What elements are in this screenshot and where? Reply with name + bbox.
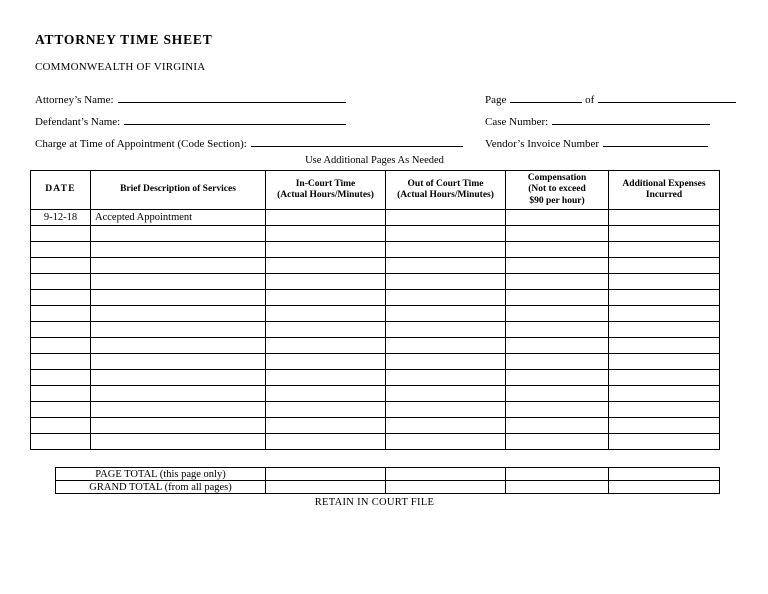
out-of-court-time-cell bbox=[386, 306, 506, 322]
in-court-time-cell bbox=[266, 274, 386, 290]
additional-expenses-cell bbox=[609, 434, 720, 450]
charge-blank bbox=[251, 134, 463, 147]
table-row bbox=[31, 274, 720, 290]
description-cell bbox=[91, 386, 266, 402]
description-cell: Accepted Appointment bbox=[91, 210, 266, 226]
date-cell bbox=[31, 338, 91, 354]
additional-expenses-cell bbox=[609, 258, 720, 274]
form-row-attorney bbox=[35, 90, 733, 108]
col-header-additional-expenses bbox=[609, 171, 720, 210]
retain-in-court-file-note: RETAIN IN COURT FILE bbox=[314, 497, 435, 508]
table-row bbox=[31, 306, 720, 322]
table-row bbox=[31, 226, 720, 242]
grand-total-expenses-cell bbox=[609, 481, 720, 494]
totals-table bbox=[55, 467, 720, 494]
out-of-court-time-cell bbox=[386, 258, 506, 274]
compensation-cell bbox=[506, 306, 609, 322]
header-line: Out of Court Time bbox=[407, 178, 484, 189]
additional-expenses-cell bbox=[609, 306, 720, 322]
grand-total-row bbox=[56, 481, 720, 494]
compensation-cell bbox=[506, 338, 609, 354]
in-court-time-cell bbox=[266, 338, 386, 354]
date-cell: 9-12-18 bbox=[31, 210, 91, 226]
header-line: Incurred bbox=[645, 190, 683, 201]
out-of-court-time-cell bbox=[386, 418, 506, 434]
out-of-court-time-cell bbox=[386, 226, 506, 242]
additional-expenses-cell bbox=[609, 274, 720, 290]
out-of-court-time-cell bbox=[386, 338, 506, 354]
table-row bbox=[31, 210, 720, 226]
description-cell bbox=[91, 258, 266, 274]
compensation-cell bbox=[506, 210, 609, 226]
description-cell bbox=[91, 354, 266, 370]
description-cell bbox=[91, 402, 266, 418]
attorney-name-blank bbox=[118, 90, 346, 103]
form-row-vendor-invoice bbox=[485, 134, 708, 150]
in-court-time-cell bbox=[266, 210, 386, 226]
date-cell bbox=[31, 354, 91, 370]
compensation-cell bbox=[506, 226, 609, 242]
table-row bbox=[31, 290, 720, 306]
compensation-cell bbox=[506, 290, 609, 306]
col-header-date bbox=[31, 171, 91, 210]
page-title: ATTORNEY TIME SHEET bbox=[35, 32, 213, 47]
grand-total-out-court-cell bbox=[386, 481, 506, 494]
description-cell bbox=[91, 322, 266, 338]
out-of-court-time-cell bbox=[386, 402, 506, 418]
date-cell bbox=[31, 258, 91, 274]
description-cell bbox=[91, 290, 266, 306]
description-cell bbox=[91, 338, 266, 354]
page-total-row bbox=[56, 468, 720, 481]
date-cell bbox=[31, 322, 91, 338]
compensation-cell bbox=[506, 370, 609, 386]
in-court-time-cell bbox=[266, 354, 386, 370]
form-row-defendant bbox=[35, 112, 733, 130]
table-row bbox=[31, 258, 720, 274]
table-row bbox=[31, 402, 720, 418]
description-cell bbox=[91, 370, 266, 386]
table-row bbox=[31, 322, 720, 338]
time-sheet-table bbox=[30, 170, 720, 450]
additional-expenses-cell bbox=[609, 226, 720, 242]
page-number-blank bbox=[510, 90, 582, 103]
header-line: (Actual Hours/Minutes) bbox=[397, 190, 494, 201]
description-cell bbox=[91, 226, 266, 242]
additional-expenses-cell bbox=[609, 338, 720, 354]
compensation-cell bbox=[506, 402, 609, 418]
in-court-time-cell bbox=[266, 386, 386, 402]
in-court-time-cell bbox=[266, 322, 386, 338]
grand-total-label: GRAND TOTAL (from all pages) bbox=[56, 481, 266, 494]
vendor-invoice-label: Vendor’s Invoice Number bbox=[485, 138, 600, 150]
additional-expenses-cell bbox=[609, 370, 720, 386]
compensation-cell bbox=[506, 322, 609, 338]
table-row bbox=[31, 370, 720, 386]
out-of-court-time-cell bbox=[386, 370, 506, 386]
additional-expenses-cell bbox=[609, 418, 720, 434]
description-cell bbox=[91, 274, 266, 290]
page-total-compensation-cell bbox=[506, 468, 609, 481]
additional-expenses-cell bbox=[609, 242, 720, 258]
in-court-time-cell bbox=[266, 258, 386, 274]
header-line: $90 per hour) bbox=[529, 195, 585, 206]
in-court-time-cell bbox=[266, 290, 386, 306]
form-row-page bbox=[485, 90, 736, 106]
compensation-cell bbox=[506, 274, 609, 290]
form-row-case-number bbox=[485, 112, 710, 128]
header-line: Compensation bbox=[527, 173, 587, 183]
table-row bbox=[31, 242, 720, 258]
additional-expenses-cell bbox=[609, 322, 720, 338]
header-line: (Actual Hours/Minutes) bbox=[277, 190, 374, 201]
col-header-in-court-time bbox=[266, 171, 386, 210]
vendor-invoice-blank bbox=[603, 134, 708, 147]
col-header-compensation bbox=[506, 171, 609, 210]
in-court-time-cell bbox=[266, 434, 386, 450]
additional-expenses-cell bbox=[609, 210, 720, 226]
date-cell bbox=[31, 306, 91, 322]
out-of-court-time-cell bbox=[386, 434, 506, 450]
description-cell bbox=[91, 418, 266, 434]
compensation-cell bbox=[506, 386, 609, 402]
header-line: (Not to exceed bbox=[528, 184, 586, 195]
col-header-out-of-court-time bbox=[386, 171, 506, 210]
page-total-label: PAGE TOTAL (this page only) bbox=[56, 468, 266, 481]
grand-total-compensation-cell bbox=[506, 481, 609, 494]
date-cell bbox=[31, 434, 91, 450]
page-label: Page bbox=[485, 94, 507, 106]
out-of-court-time-cell bbox=[386, 274, 506, 290]
out-of-court-time-cell bbox=[386, 386, 506, 402]
date-cell bbox=[31, 386, 91, 402]
out-of-court-time-cell bbox=[386, 290, 506, 306]
page-total-blank bbox=[598, 90, 736, 103]
date-cell bbox=[31, 290, 91, 306]
page-total-out-court-cell bbox=[386, 468, 506, 481]
date-cell bbox=[31, 370, 91, 386]
additional-pages-note: Use Additional Pages As Needed bbox=[305, 155, 444, 166]
page-total-in-court-cell bbox=[266, 468, 386, 481]
additional-expenses-cell bbox=[609, 290, 720, 306]
table-row bbox=[31, 338, 720, 354]
grand-total-in-court-cell bbox=[266, 481, 386, 494]
out-of-court-time-cell bbox=[386, 242, 506, 258]
table-row bbox=[31, 386, 720, 402]
attorney-name-label: Attorney’s Name: bbox=[35, 94, 114, 106]
compensation-cell bbox=[506, 258, 609, 274]
header-line: Brief Description of Services bbox=[120, 184, 236, 195]
description-cell bbox=[91, 434, 266, 450]
in-court-time-cell bbox=[266, 242, 386, 258]
compensation-cell bbox=[506, 418, 609, 434]
in-court-time-cell bbox=[266, 306, 386, 322]
table-row bbox=[31, 418, 720, 434]
in-court-time-cell bbox=[266, 402, 386, 418]
out-of-court-time-cell bbox=[386, 322, 506, 338]
defendant-name-blank bbox=[124, 112, 346, 125]
in-court-time-cell bbox=[266, 226, 386, 242]
header-line: Additional Expenses bbox=[622, 178, 706, 189]
org-subtitle: COMMONWEALTH OF VIRGINIA bbox=[35, 61, 206, 73]
in-court-time-cell bbox=[266, 370, 386, 386]
col-header-description bbox=[91, 171, 266, 210]
compensation-cell bbox=[506, 434, 609, 450]
header-line: In-Court Time bbox=[295, 178, 356, 189]
compensation-cell bbox=[506, 242, 609, 258]
date-cell bbox=[31, 418, 91, 434]
out-of-court-time-cell bbox=[386, 354, 506, 370]
date-cell bbox=[31, 274, 91, 290]
date-cell bbox=[31, 226, 91, 242]
charge-label: Charge at Time of Appointment (Code Section): bbox=[35, 138, 247, 150]
out-of-court-time-cell bbox=[386, 210, 506, 226]
description-cell bbox=[91, 242, 266, 258]
header-line: DATE bbox=[45, 184, 76, 195]
additional-expenses-cell bbox=[609, 386, 720, 402]
table-row bbox=[31, 434, 720, 450]
of-label: of bbox=[585, 94, 595, 106]
additional-expenses-cell bbox=[609, 402, 720, 418]
date-cell bbox=[31, 242, 91, 258]
date-cell bbox=[31, 402, 91, 418]
description-cell bbox=[91, 306, 266, 322]
time-rows bbox=[31, 210, 720, 450]
additional-expenses-cell bbox=[609, 354, 720, 370]
defendant-name-label: Defendant’s Name: bbox=[35, 116, 121, 128]
form-row-charge bbox=[35, 134, 733, 152]
case-number-blank bbox=[552, 112, 710, 125]
page-total-expenses-cell bbox=[609, 468, 720, 481]
table-header-row bbox=[31, 171, 720, 210]
compensation-cell bbox=[506, 354, 609, 370]
case-number-label: Case Number: bbox=[485, 116, 549, 128]
table-row bbox=[31, 354, 720, 370]
in-court-time-cell bbox=[266, 418, 386, 434]
